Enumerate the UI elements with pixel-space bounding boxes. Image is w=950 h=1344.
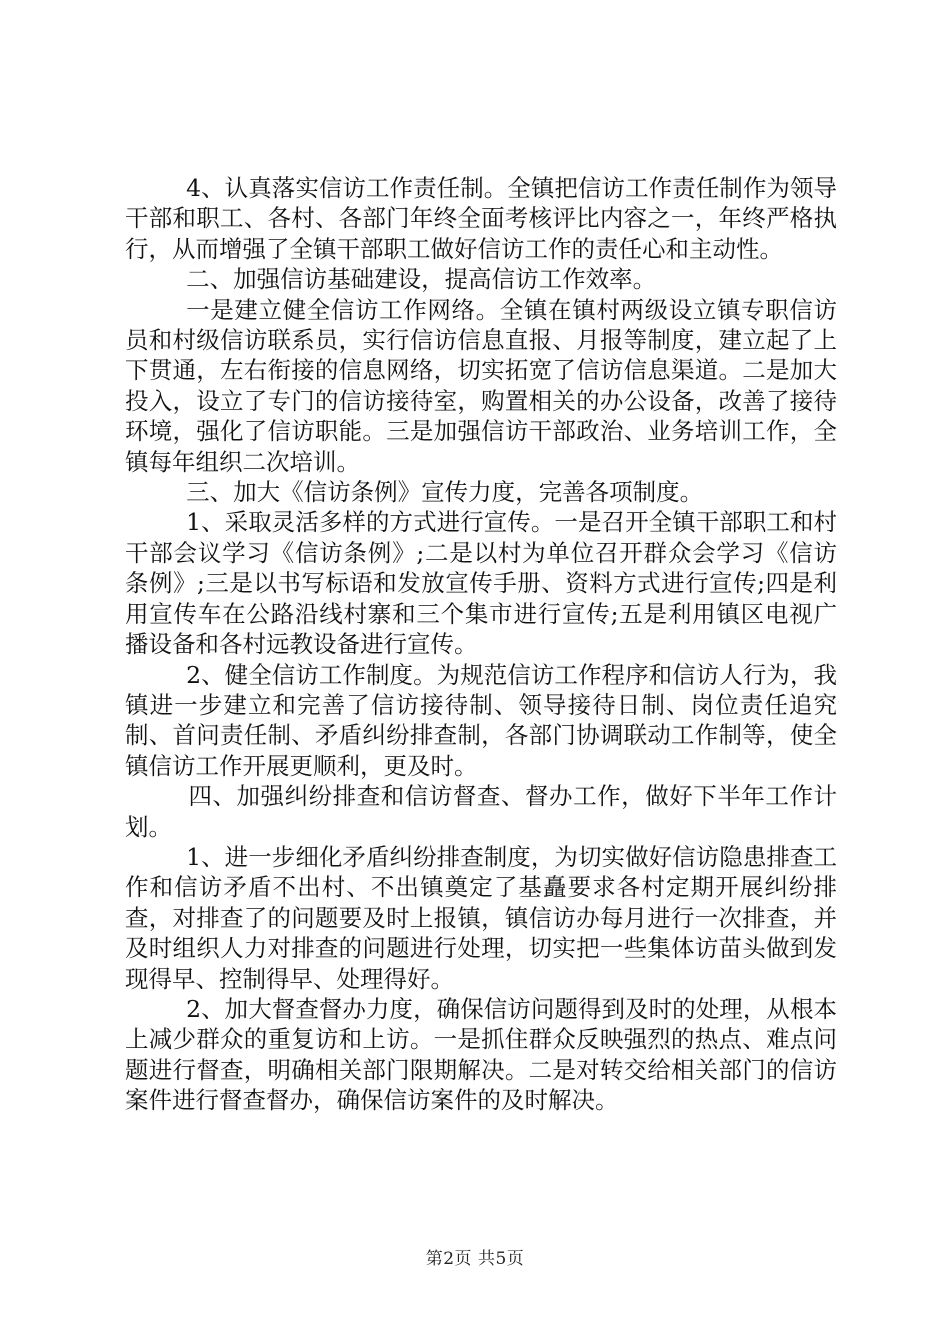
section-heading-infrastructure: 二、加强信访基础建设，提高信访工作效率。 <box>186 265 657 294</box>
document-body <box>125 173 837 1116</box>
page-number-footer: 第2页 共5页 <box>425 1249 525 1269</box>
paragraph-publicity: 1、采取灵活多样的方式进行宣传。一是召开全镇干部职工和村干部会议学习《信访条例》;二是以村为单位召开群众会学习《信访条例》;三是以书写标语和发放宣传手册、资料方式进行宣传;四是利用宣传车在公路沿线村寨和三个集市进行宣传;五是利用镇区电视广播设备和各村远教设备进行宣传。 <box>125 508 837 659</box>
section-heading-regulations: 三、加大《信访条例》宣传力度，完善各项制度。 <box>186 478 704 507</box>
paragraph-responsibility-system: 4、认真落实信访工作责任制。全镇把信访工作责任制作为领导干部和职工、各村、各部门年终全面考核评比内容之一，年终严格执行，从而增强了全镇干部职工做好信访工作的责任心和主动性。 <box>125 174 837 263</box>
paragraph-work-system: 2、健全信访工作制度。为规范信访工作程序和信访人行为，我镇进一步建立和完善了信访接待制、领导接待日制、岗位责任追究制、首问责任制、矛盾纠纷排查制，各部门协调联动工作制等，使全镇信访工作开展更顺利，更及时。 <box>125 660 837 780</box>
paragraph-dispute-system: 1、进一步细化矛盾纠纷排查制度，为切实做好信访隐患排查工作和信访矛盾不出村、不出镇奠定了基矗要求各村定期开展纠纷排查，对排查了的问题要及时上报镇，镇信访办每月进行一次排查，并及时组织人力对排查的问题进行处理，切实把一些集体访苗头做到发现得早、控制得早、处理得好。 <box>125 842 837 993</box>
paragraph-network: 一是建立健全信访工作网络。全镇在镇村两级设立镇专职信访员和村级信访联系员，实行信访信息直报、月报等制度，建立起了上下贯通，左右衔接的信息网络，切实拓宽了信访信息渠道。二是加大投入，设立了专门的信访接待室，购置相关的办公设备，改善了接待环境，强化了信访职能。三是加强信访干部政治、业务培训工作，全镇每年组织二次培训。 <box>125 295 837 476</box>
paragraph-supervision: 2、加大督查督办力度，确保信访问题得到及时的处理，从根本上减少群众的重复访和上访。一是抓住群众反映强烈的热点、难点问题进行督查，明确相关部门限期解决。二是对转交给相关部门的信访案件进行督查督办，确保信访案件的及时解决。 <box>125 994 837 1115</box>
section-heading-dispute-screening: 四、加强纠纷排查和信访督查、督办工作，做好下半年工作计划。 <box>125 782 837 841</box>
